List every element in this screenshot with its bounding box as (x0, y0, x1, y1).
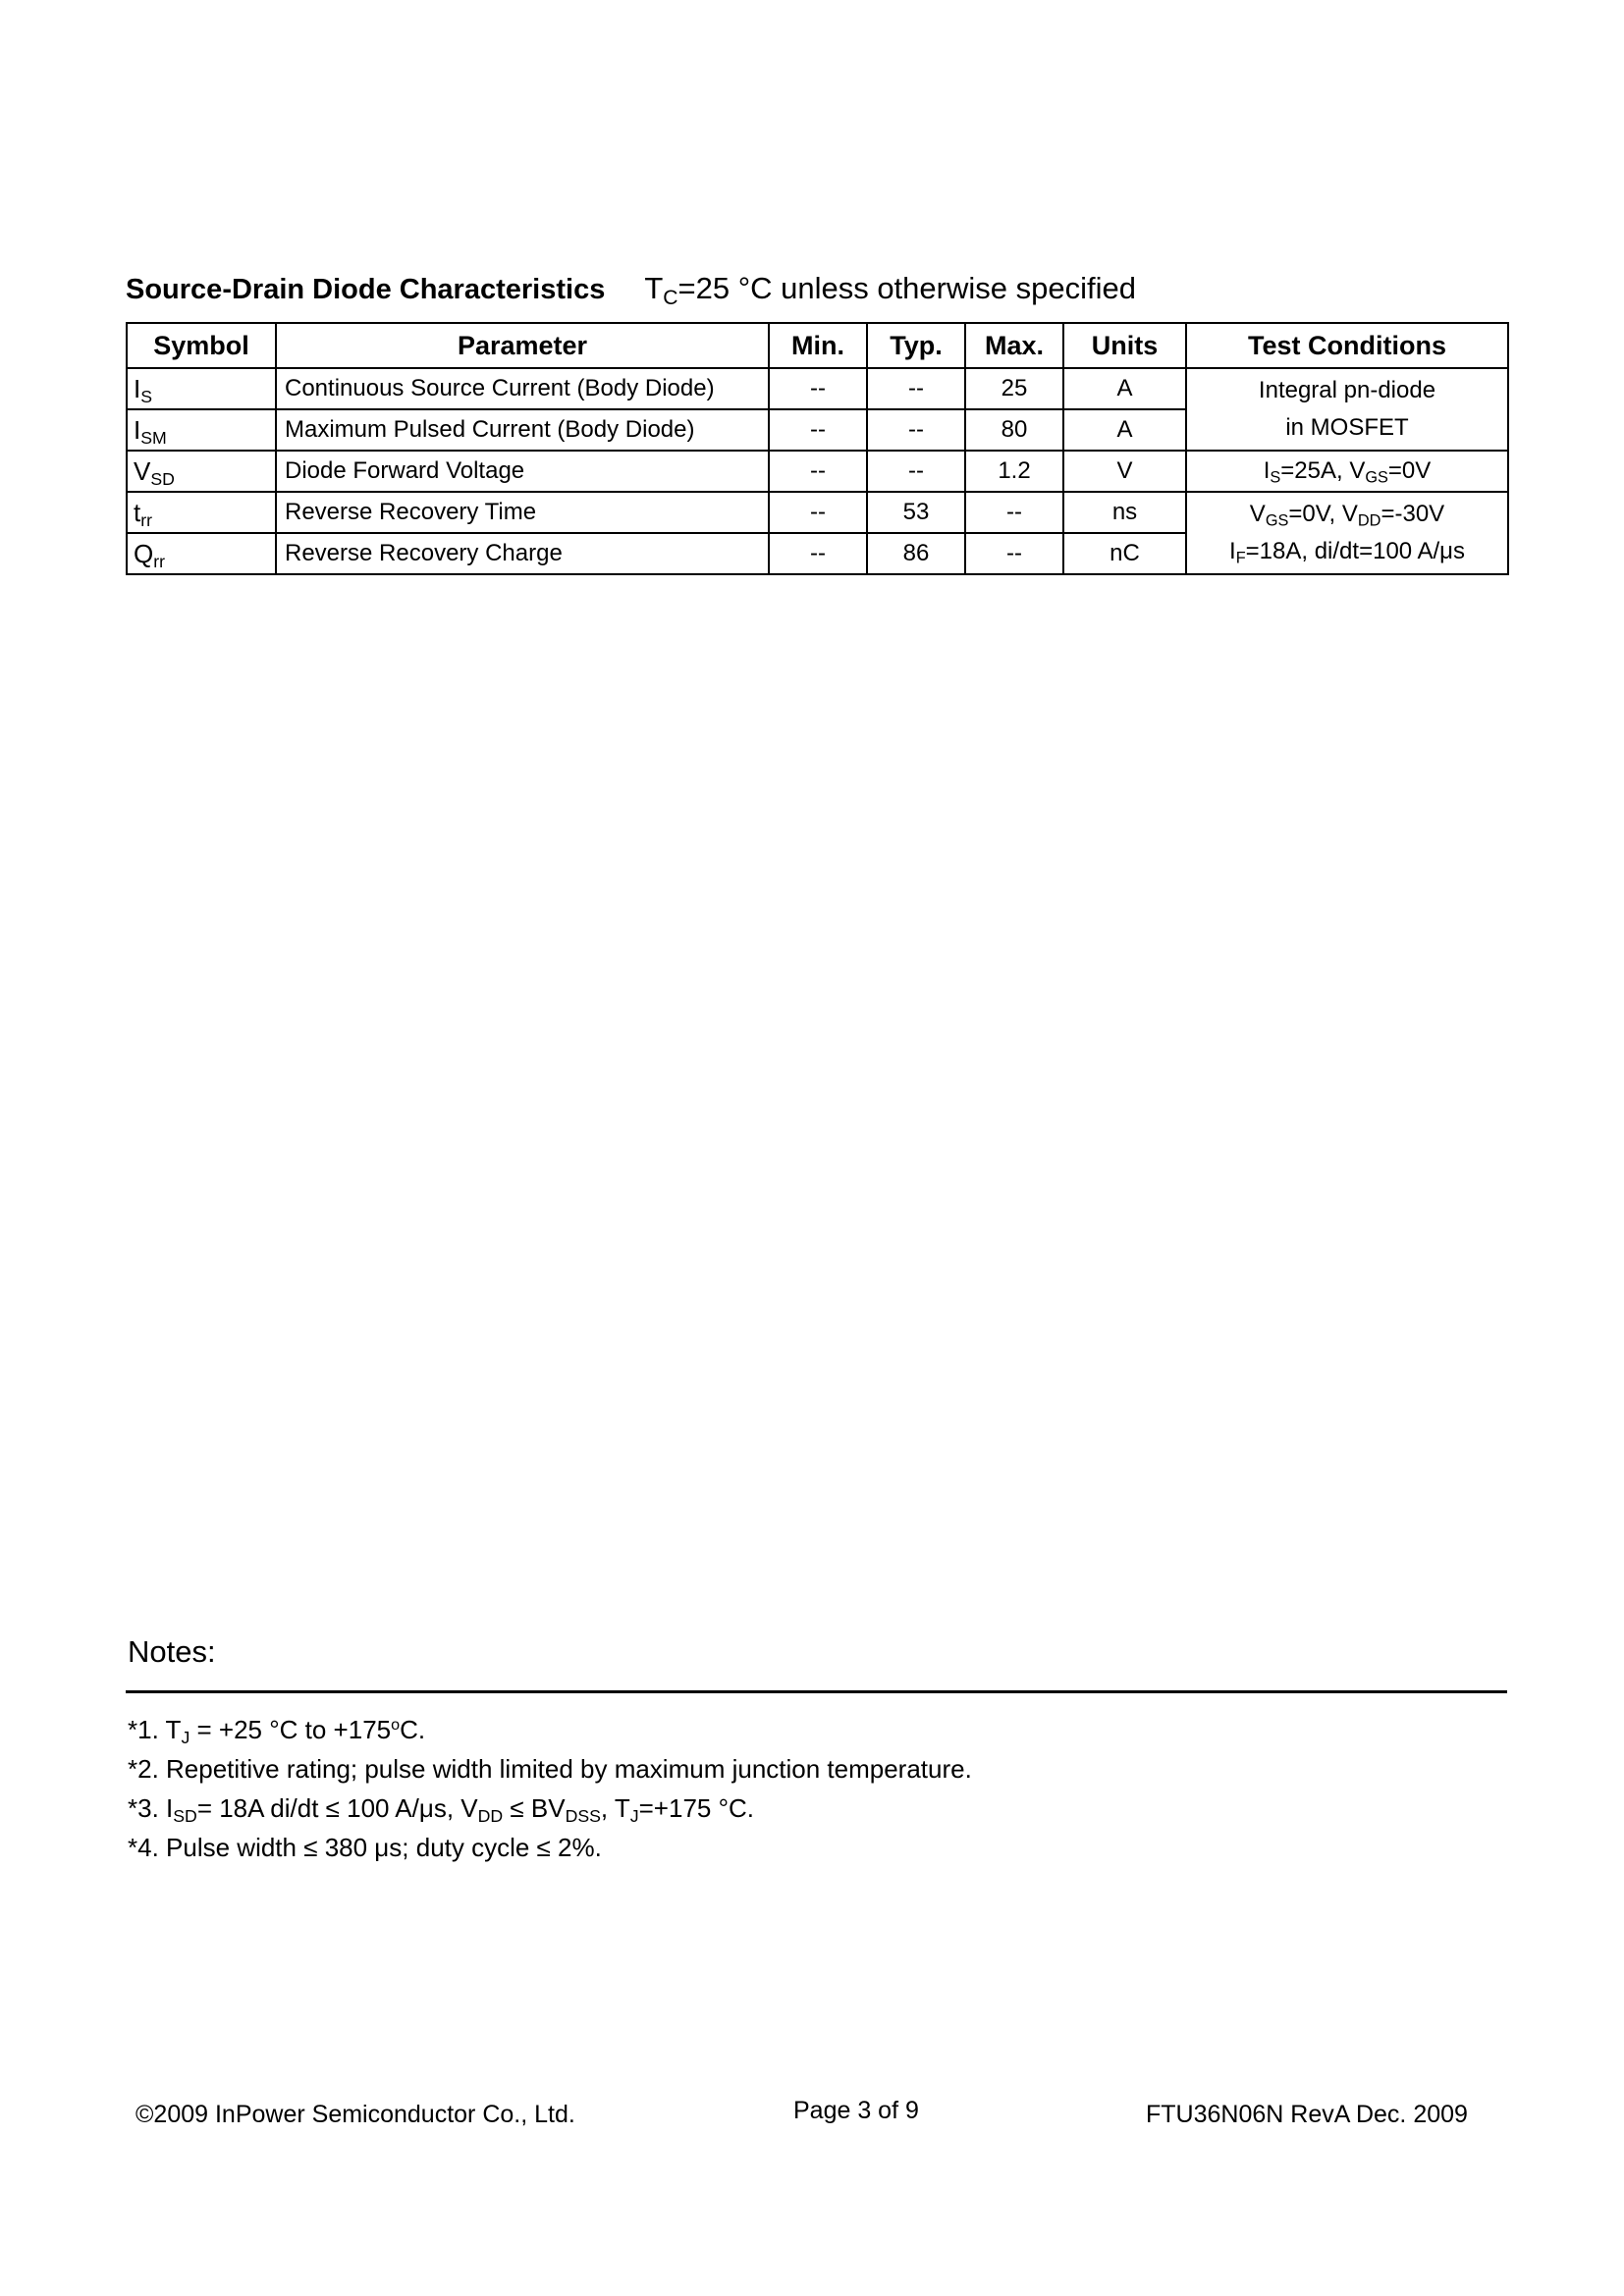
typ-cell: -- (867, 451, 965, 492)
header-max: Max. (965, 323, 1063, 368)
section-title: Source-Drain Diode Characteristics (126, 274, 606, 305)
min-cell: -- (769, 492, 867, 533)
min-cell: -- (769, 451, 867, 492)
header-symbol: Symbol (127, 323, 276, 368)
header-units: Units (1063, 323, 1186, 368)
max-cell: 80 (965, 409, 1063, 451)
typ-cell: 86 (867, 533, 965, 574)
footer-copyright: ©2009 InPower Semiconductor Co., Ltd. (135, 2101, 575, 2128)
test-conditions-cell: Integral pn-diode in MOSFET (1186, 368, 1508, 451)
table-row (127, 451, 1508, 492)
min-cell: -- (769, 533, 867, 574)
symbol-cell: $t_{rr}$ (127, 492, 276, 533)
units-cell: V (1063, 451, 1186, 492)
max-cell: -- (965, 492, 1063, 533)
header-min: Min. (769, 323, 867, 368)
parameter-cell: Reverse Recovery Charge (276, 533, 769, 574)
notes-title: Notes: (128, 1634, 216, 1669)
max-cell: -- (965, 533, 1063, 574)
section-title-line (126, 271, 1136, 309)
table-header-row (127, 323, 1508, 368)
symbol-cell: $I_S$ (127, 368, 276, 409)
min-cell: -- (769, 409, 867, 451)
note-3: *3. $I_{SD}= 18A$ di/dt ≤ 100 A/μs, $V_{DD} \le BV_{DSS}$, $T_J=+175$ °C. (128, 1793, 754, 1826)
symbol-cell: $I_{SM}$ (127, 409, 276, 451)
header-typ: Typ. (867, 323, 965, 368)
symbol-cell: $Q_{rr}$ (127, 533, 276, 574)
note-4: *4. Pulse width ≤ 380 μs; duty cycle ≤ 2%. (128, 1833, 602, 1862)
parameter-cell: Diode Forward Voltage (276, 451, 769, 492)
typ-cell: 53 (867, 492, 965, 533)
units-cell: A (1063, 368, 1186, 409)
max-cell: 25 (965, 368, 1063, 409)
footer-page-number: Page 3 of 9 (793, 2097, 919, 2124)
symbol-cell: $V_{SD}$ (127, 451, 276, 492)
min-cell: -- (769, 368, 867, 409)
notes-divider (126, 1690, 1507, 1693)
notes-list (128, 1710, 972, 1867)
note-2: *2. Repetitive rating; pulse width limited by maximum junction temperature. (128, 1754, 972, 1784)
test-conditions-cell: $V_{GS}=0V$, $V_{DD}=-30V$ $I_F=18A$, di/dt=100 A/μs (1186, 492, 1508, 574)
note-1: *1. $T_J = +25$ °C to $+175^oC$. (128, 1715, 426, 1747)
header-parameter: Parameter (276, 323, 769, 368)
max-cell: 1.2 (965, 451, 1063, 492)
units-cell: ns (1063, 492, 1186, 533)
table-row (127, 368, 1508, 409)
header-test-conditions: Test Conditions (1186, 323, 1508, 368)
units-cell: A (1063, 409, 1186, 451)
footer-revision: FTU36N06N RevA Dec. 2009 (1146, 2101, 1468, 2128)
diode-characteristics-table (126, 322, 1509, 575)
section-condition: $T_C=25$ °C unless otherwise specified (644, 271, 1136, 309)
parameter-cell: Reverse Recovery Time (276, 492, 769, 533)
typ-cell: -- (867, 409, 965, 451)
table-row (127, 492, 1508, 533)
typ-cell: -- (867, 368, 965, 409)
parameter-cell: Maximum Pulsed Current (Body Diode) (276, 409, 769, 451)
parameter-cell: Continuous Source Current (Body Diode) (276, 368, 769, 409)
test-conditions-cell: $I_S=25A$, $V_{GS}=0V$ (1186, 451, 1508, 492)
units-cell: nC (1063, 533, 1186, 574)
